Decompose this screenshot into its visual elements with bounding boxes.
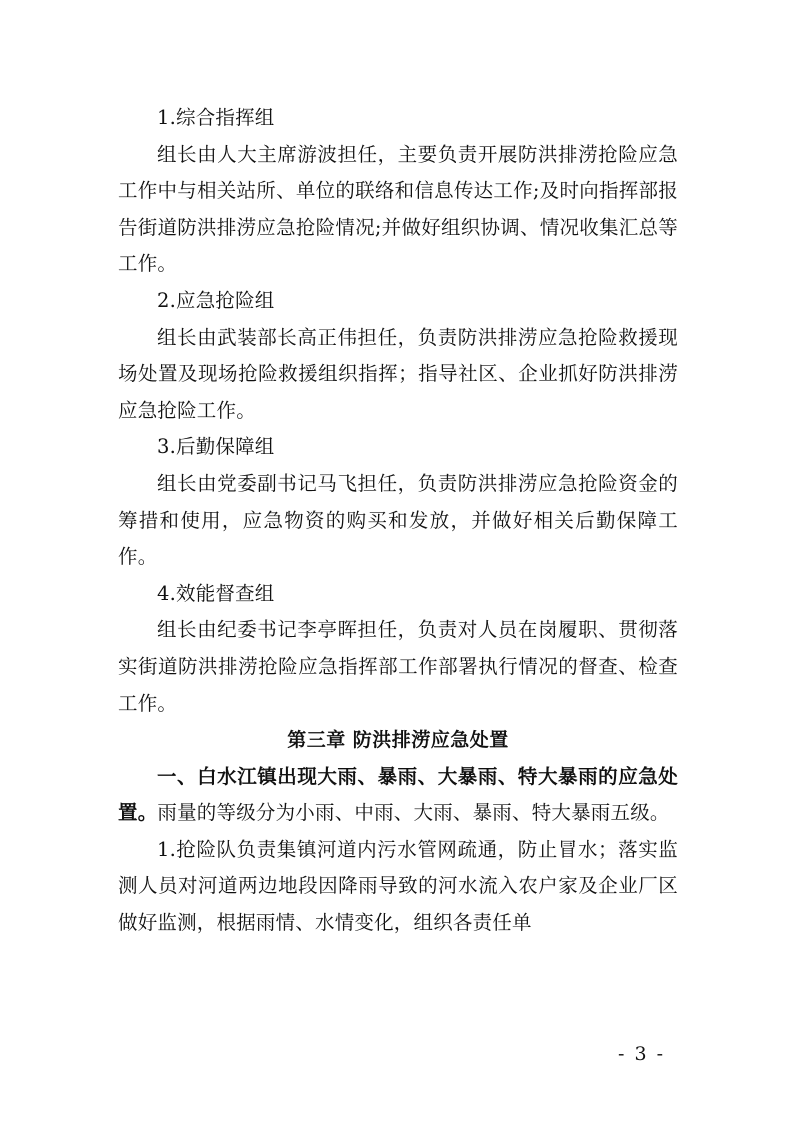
- group-description-efficiency-supervision: 组长由纪委书记李亭晖担任，负责对人员在岗履职、贯彻落实街道防洪排涝抢险应急指挥部工作部署执行情况的督查、检查工作。: [118, 618, 678, 715]
- group-title-emergency-rescue: 2.应急抢险组: [157, 288, 275, 312]
- page-number: - 3 -: [618, 1043, 666, 1065]
- chapter-title: 第三章 防洪排涝应急处置: [287, 729, 509, 752]
- group-title-comprehensive-command: 1.综合指挥组: [157, 106, 275, 129]
- point-one-paragraph: 1.抢险队负责集镇河道内污水管网疏通，防止冒水；落实监测人员对河道两边地段因降雨导致的河水流入农户家及企业厂区做好监测，根据雨情、水情变化，组织各责任单: [118, 837, 678, 935]
- group-description-logistics-support: 组长由党委副书记马飞担任，负责防洪排涝应急抢险资金的筹措和使用，应急物资的购买和发放，并做好相关后勤保障工作。: [118, 471, 678, 569]
- document-body: [118, 100, 678, 942]
- section-one-heading: 一、白水江镇出现大雨、暴雨、大暴雨、特大暴雨的应急处置。: [118, 764, 678, 825]
- group-title-efficiency-supervision: 4.效能督查组: [157, 581, 275, 605]
- section-one-text: 雨量的等级分为小雨、中雨、大雨、暴雨、特大暴雨五级。: [157, 801, 670, 825]
- group-description-comprehensive-command: 组长由人大主席游波担任，主要负责开展防洪排涝抢险应急工作中与相关站所、单位的联络和信息传达工作;及时向指挥部报告街道防洪排涝应急抢险情况;并做好组织协调、情况收集汇总等工作。: [118, 142, 678, 276]
- section-one-paragraph: [118, 759, 678, 832]
- group-description-emergency-rescue: 组长由武装部长高正伟担任，负责防洪排涝应急抢险救援现场处置及现场抢险救援组织指挥；指导社区、企业抓好防洪排涝应急抢险工作。: [118, 325, 678, 422]
- group-title-logistics-support: 3.后勤保障组: [157, 435, 275, 459]
